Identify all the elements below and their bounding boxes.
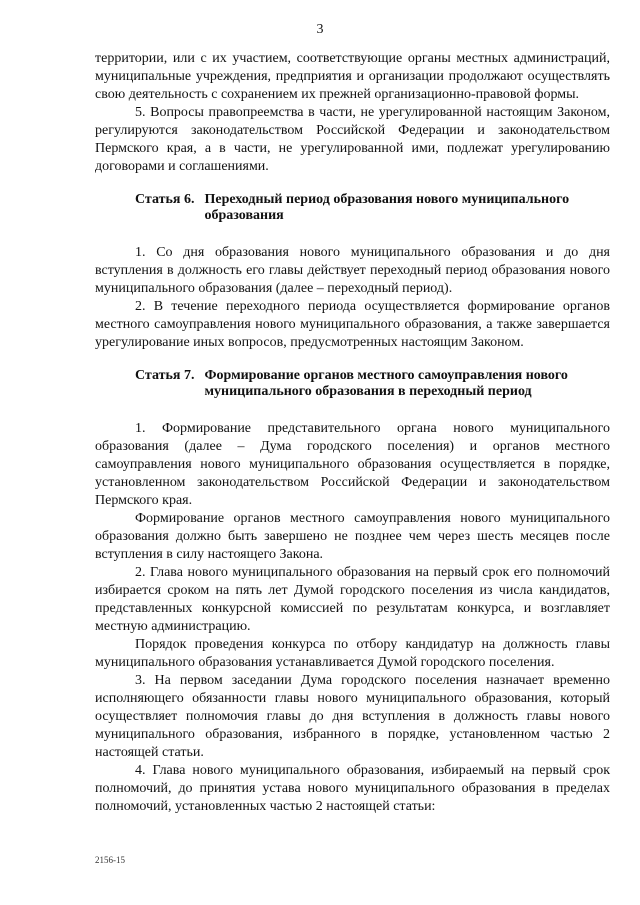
article-6-title: Переходный период образования нового муниципального образования bbox=[204, 192, 570, 223]
article-6-heading bbox=[135, 192, 610, 224]
article-7-paragraph-4: 4. Глава нового муниципального образования, избираемый на первый срок полномочий, до принятия устава нового муниципального образования в пределах полномочий, установленных частью 2 настоящей статьи: bbox=[95, 763, 610, 814]
article-7-heading bbox=[135, 368, 610, 400]
article-7-paragraph-3: 3. На первом заседании Дума городского поселения назначает временно исполняющего обязанности главы нового муниципального образования, который осуществляет полномочия главы до дня вступления в должность главы нового муниципального образования, избранного в порядке, установленном частью 2 настоящей статьи. bbox=[95, 673, 610, 760]
article-7-paragraph-1: 1. Формирование представительного органа нового муниципального образования (далее – Дума городского поселения) и органов местного самоуправления нового муниципального образования осуществляется в порядке, установленном законодательством Российской Федерации и законодательством Пермского края. bbox=[95, 421, 610, 508]
article-7-title: Формирование органов местного самоуправления нового муниципального образования в переходный период bbox=[204, 368, 568, 399]
article-7-number: Статья 7. bbox=[135, 368, 195, 383]
page-number: 3 bbox=[316, 22, 324, 37]
paragraph-continuation: территории, или с их участием, соответствующие органы местных администраций, муниципальные учреждения, предприятия и организации продолжают осуществлять свою деятельность с сохранением их прежней организационно-правовой формы. bbox=[95, 51, 610, 102]
document-code: 2156-15 bbox=[95, 855, 125, 865]
article-6-paragraph-1: 1. Со дня образования нового муниципального образования и до дня вступления в должность его главы действует переходный период образования нового муниципального образования (далее – переходный период). bbox=[95, 245, 610, 296]
article-7-paragraph-2b: Порядок проведения конкурса по отбору кандидатур на должность главы муниципального образования устанавливается Думой городского поселения. bbox=[95, 637, 610, 670]
article-7-paragraph-2: 2. Глава нового муниципального образования на первый срок его полномочий избирается сроком на пять лет Думой городского поселения из числа кандидатов, представленных конкурсной комиссией по результатам конкурса, и возглавляет местную администрацию. bbox=[95, 565, 610, 634]
article-7-paragraph-1b: Формирование органов местного самоуправления нового муниципального образования должно быть завершено не позднее чем через шесть месяцев после вступления в силу настоящего Закона. bbox=[95, 511, 610, 562]
paragraph-item-5: 5. Вопросы правопреемства в части, не урегулированной настоящим Законом, регулируются законодательством Российской Федерации и законодательством Пермского края, а в части, не урегулированной ими, подлежат урегулированию договорами и соглашениями. bbox=[95, 105, 610, 174]
document-body bbox=[95, 50, 610, 816]
article-6-paragraph-2: 2. В течение переходного периода осуществляется формирование органов местного самоуправления нового муниципального образования, а также завершается урегулирование иных вопросов, предусмотренных настоящим Законом. bbox=[95, 299, 610, 350]
article-6-number: Статья 6. bbox=[135, 192, 195, 207]
